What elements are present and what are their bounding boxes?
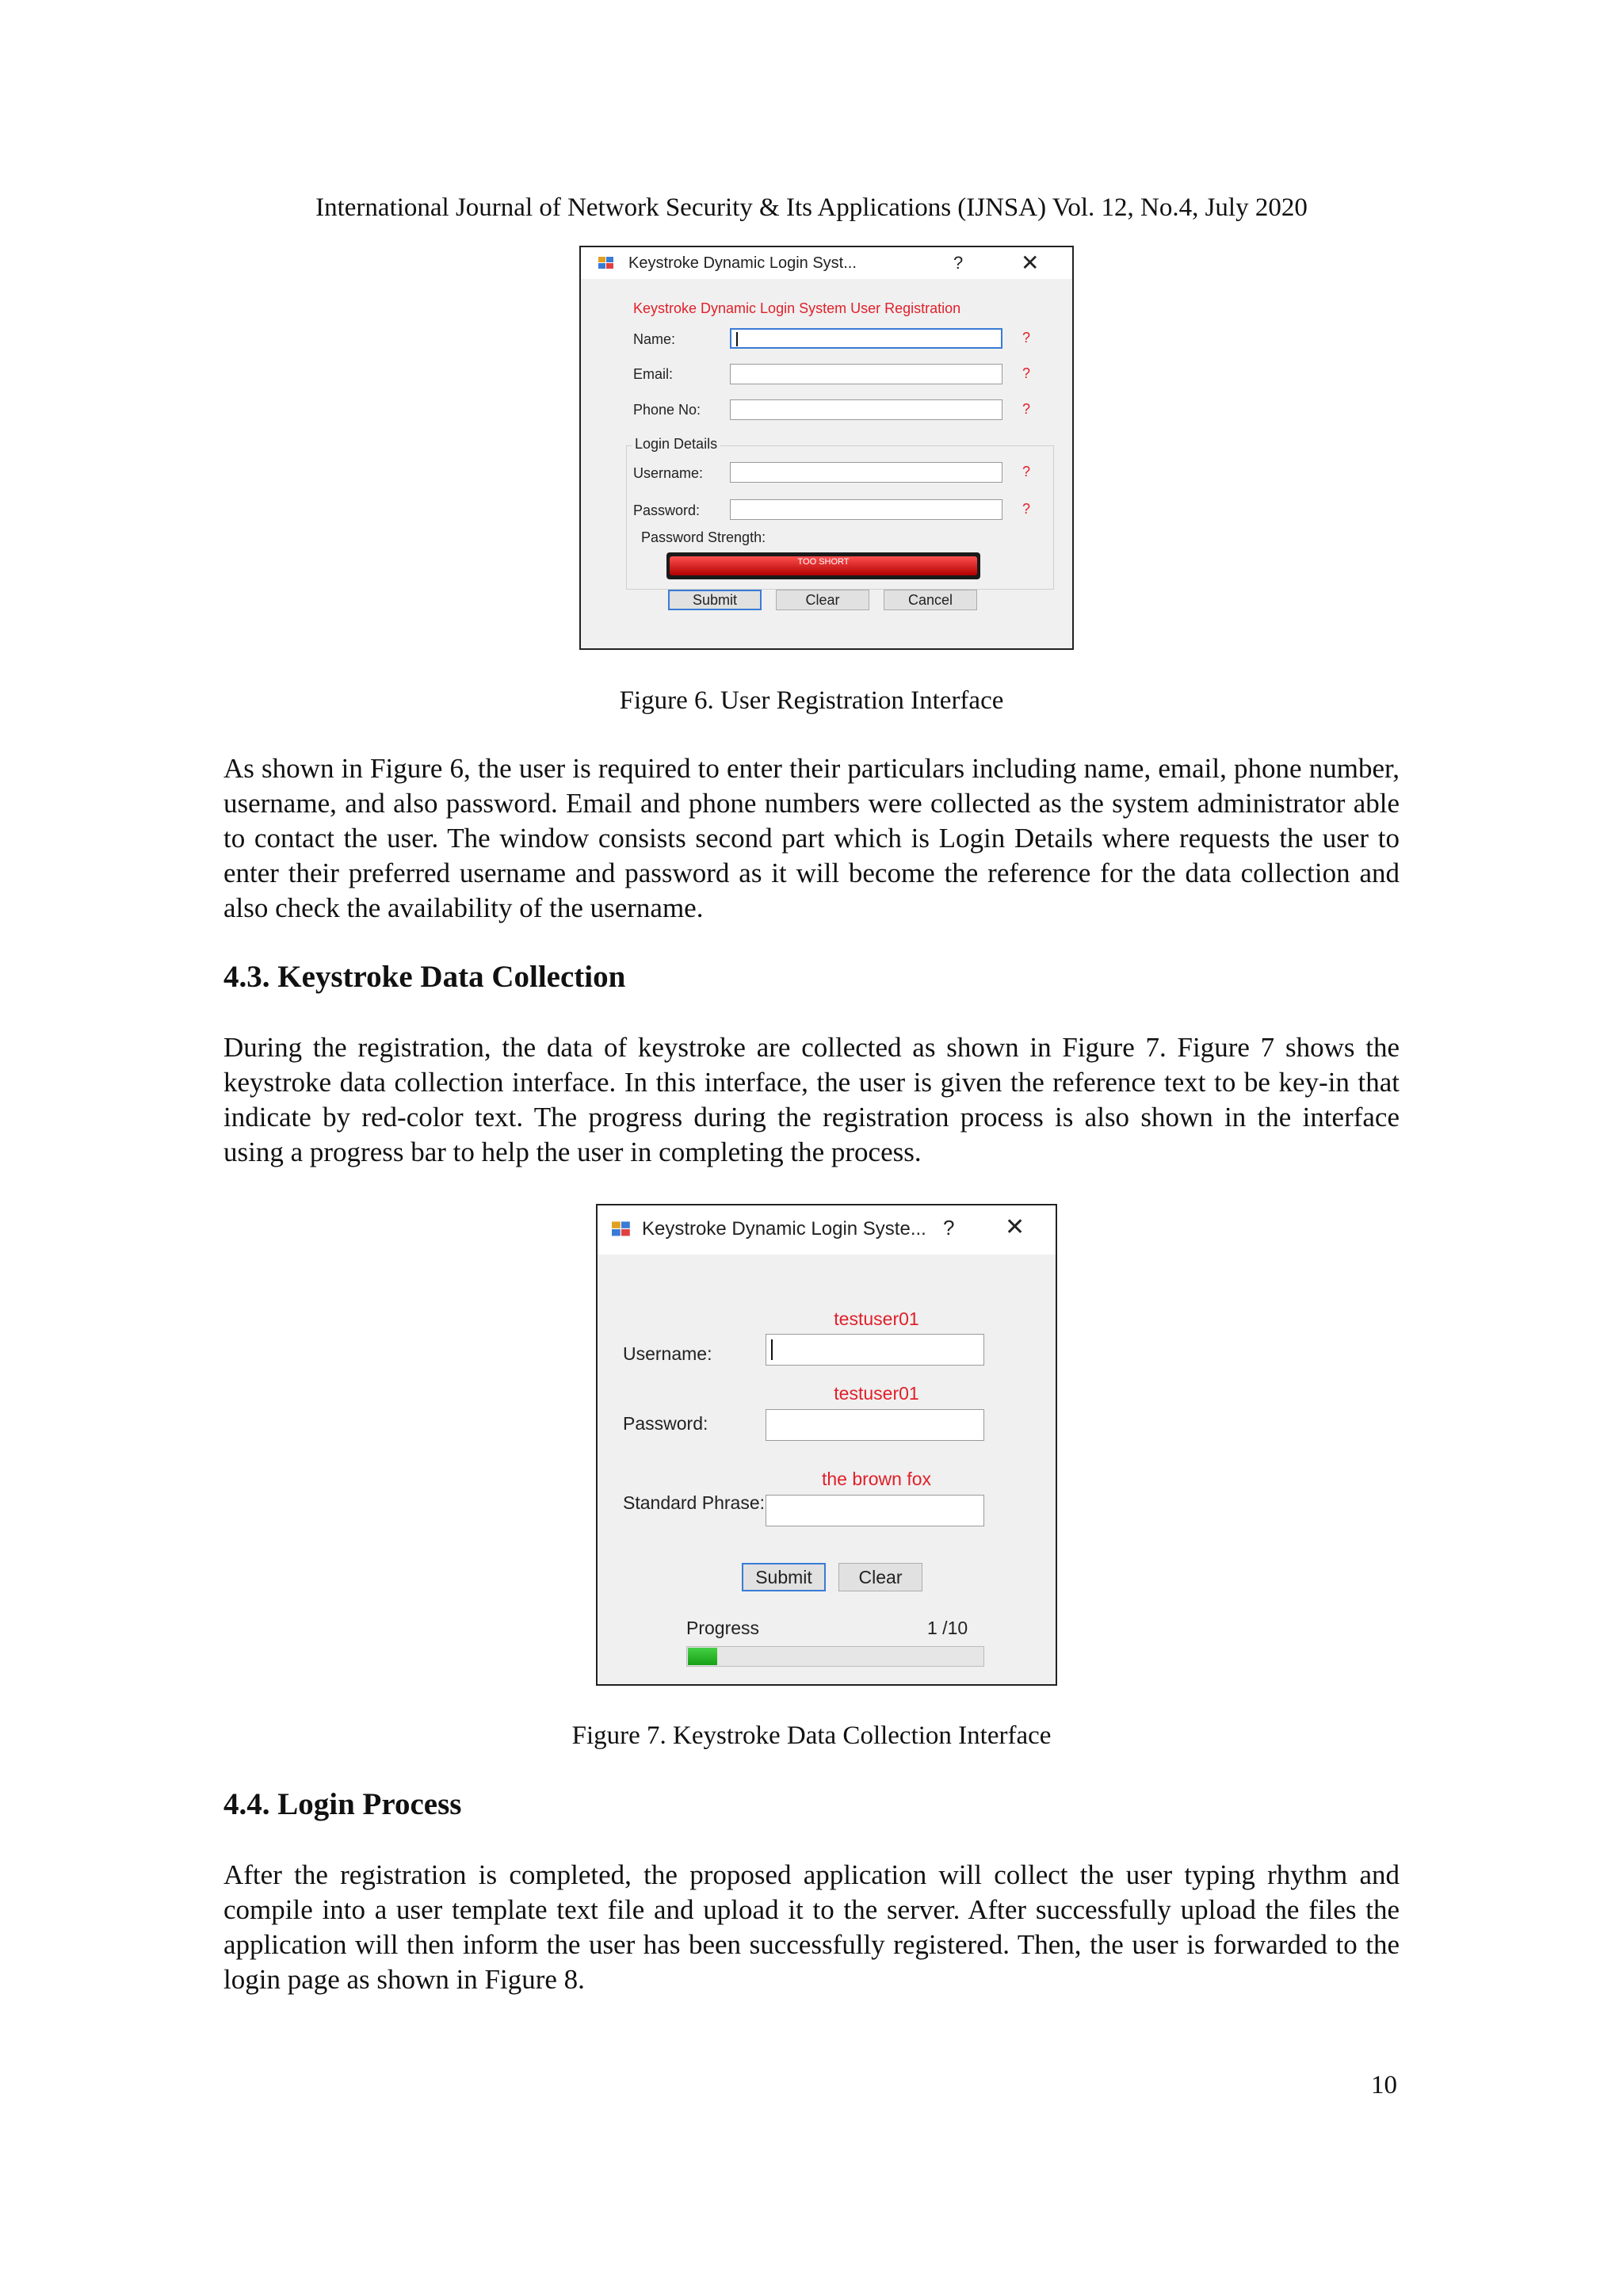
password-strength-bar: [666, 552, 980, 579]
progress-bar: [686, 1646, 984, 1667]
name-input[interactable]: [730, 328, 1002, 349]
username-required-marker: ?: [1022, 464, 1031, 479]
username-hint: testuser01: [834, 1308, 919, 1329]
password-input[interactable]: [766, 1409, 984, 1441]
help-button[interactable]: ?: [943, 1216, 955, 1240]
journal-header: International Journal of Network Security & Its Applications (IJNSA) Vol. 12, No.4, July 2020: [315, 193, 1308, 222]
phone-required-marker: ?: [1022, 401, 1031, 417]
standard-phrase-label: Standard Phrase:: [623, 1492, 766, 1513]
cancel-button[interactable]: Cancel: [884, 590, 977, 610]
password-required-marker: ?: [1022, 501, 1031, 517]
figure6-caption: Figure 6. User Registration Interface: [619, 686, 1004, 715]
password-label: Password:: [623, 1413, 708, 1434]
password-strength-label: Password Strength:: [641, 529, 766, 545]
submit-button[interactable]: Submit: [742, 1563, 826, 1591]
email-label: Email:: [633, 366, 674, 382]
text-caret: [771, 1339, 773, 1360]
section-4-4-heading: 4.4. Login Process: [223, 1787, 462, 1821]
paragraph-1: As shown in Figure 6, the user is required to enter their particulars including name, email, phone number, username, and also password. Email and phone numbers were collected as the system administrator able to contact the user. The window consists second part which is Login Details where requests the user to enter their preferred username and password as it will become the reference for the data collection and also check the availability of the username.: [223, 753, 1400, 923]
window-titlebar[interactable]: [581, 247, 1072, 279]
standard-phrase-hint: the brown fox: [821, 1469, 932, 1489]
phone-label: Phone No:: [633, 402, 701, 418]
password-hint: testuser01: [834, 1383, 919, 1404]
clear-button[interactable]: Clear: [776, 590, 869, 610]
close-icon[interactable]: ✕: [1005, 1214, 1025, 1240]
keystroke-collection-window: [596, 1204, 1057, 1686]
username-label: Username:: [633, 465, 704, 481]
username-input[interactable]: [730, 462, 1002, 483]
registration-heading: Keystroke Dynamic Login System User Registration: [633, 300, 961, 316]
username-label: Username:: [623, 1343, 712, 1364]
progress-label: Progress: [686, 1618, 760, 1638]
section-4-3-heading: 4.3. Keystroke Data Collection: [223, 960, 626, 994]
password-label: Password:: [633, 502, 701, 518]
app-icon: [612, 1221, 631, 1237]
name-label: Name:: [633, 331, 676, 347]
login-details-label: Login Details: [632, 436, 720, 453]
email-input[interactable]: [730, 364, 1002, 384]
clear-button[interactable]: Clear: [838, 1563, 922, 1591]
name-required-marker: ?: [1022, 330, 1031, 346]
phone-input[interactable]: [730, 399, 1002, 420]
progress-bar-fill: [688, 1648, 717, 1665]
help-button[interactable]: ?: [953, 253, 964, 273]
registration-window: [579, 246, 1074, 650]
email-required-marker: ?: [1022, 365, 1031, 381]
submit-button[interactable]: Submit: [668, 590, 762, 610]
window-title: Keystroke Dynamic Login Syste...: [642, 1218, 926, 1240]
paragraph-3: After the registration is completed, the proposed application will collect the user typing rhythm and compile into a user template text file and upload it to the server. After successfully upload the files the application will then inform the user has been successfully registered. Then, the user is forwarded to the login page as shown in Figure 8.: [223, 1859, 1400, 1995]
window-title: Keystroke Dynamic Login Syst...: [628, 254, 857, 272]
password-input[interactable]: [730, 499, 1002, 520]
password-strength-text: TOO SHORT: [797, 557, 850, 567]
figure7-caption: Figure 7. Keystroke Data Collection Interface: [571, 1721, 1052, 1750]
app-icon: [598, 257, 614, 269]
username-input[interactable]: [766, 1334, 984, 1366]
page-number: 10: [1371, 2071, 1397, 2099]
text-caret: [736, 332, 738, 346]
standard-phrase-input[interactable]: [766, 1495, 984, 1526]
paragraph-2: During the registration, the data of keystroke are collected as shown in Figure 7. Figure 7 shows the keystroke data collection interface. In this interface, the user is given the reference text to be key-in that indicate by red-color text. The progress during the registration process is also shown in the interface using a progress bar to help the user in completing the process.: [223, 1032, 1400, 1167]
close-icon[interactable]: ✕: [1021, 250, 1040, 275]
progress-count: 1 /10: [927, 1618, 968, 1638]
window-titlebar[interactable]: [598, 1205, 1056, 1255]
